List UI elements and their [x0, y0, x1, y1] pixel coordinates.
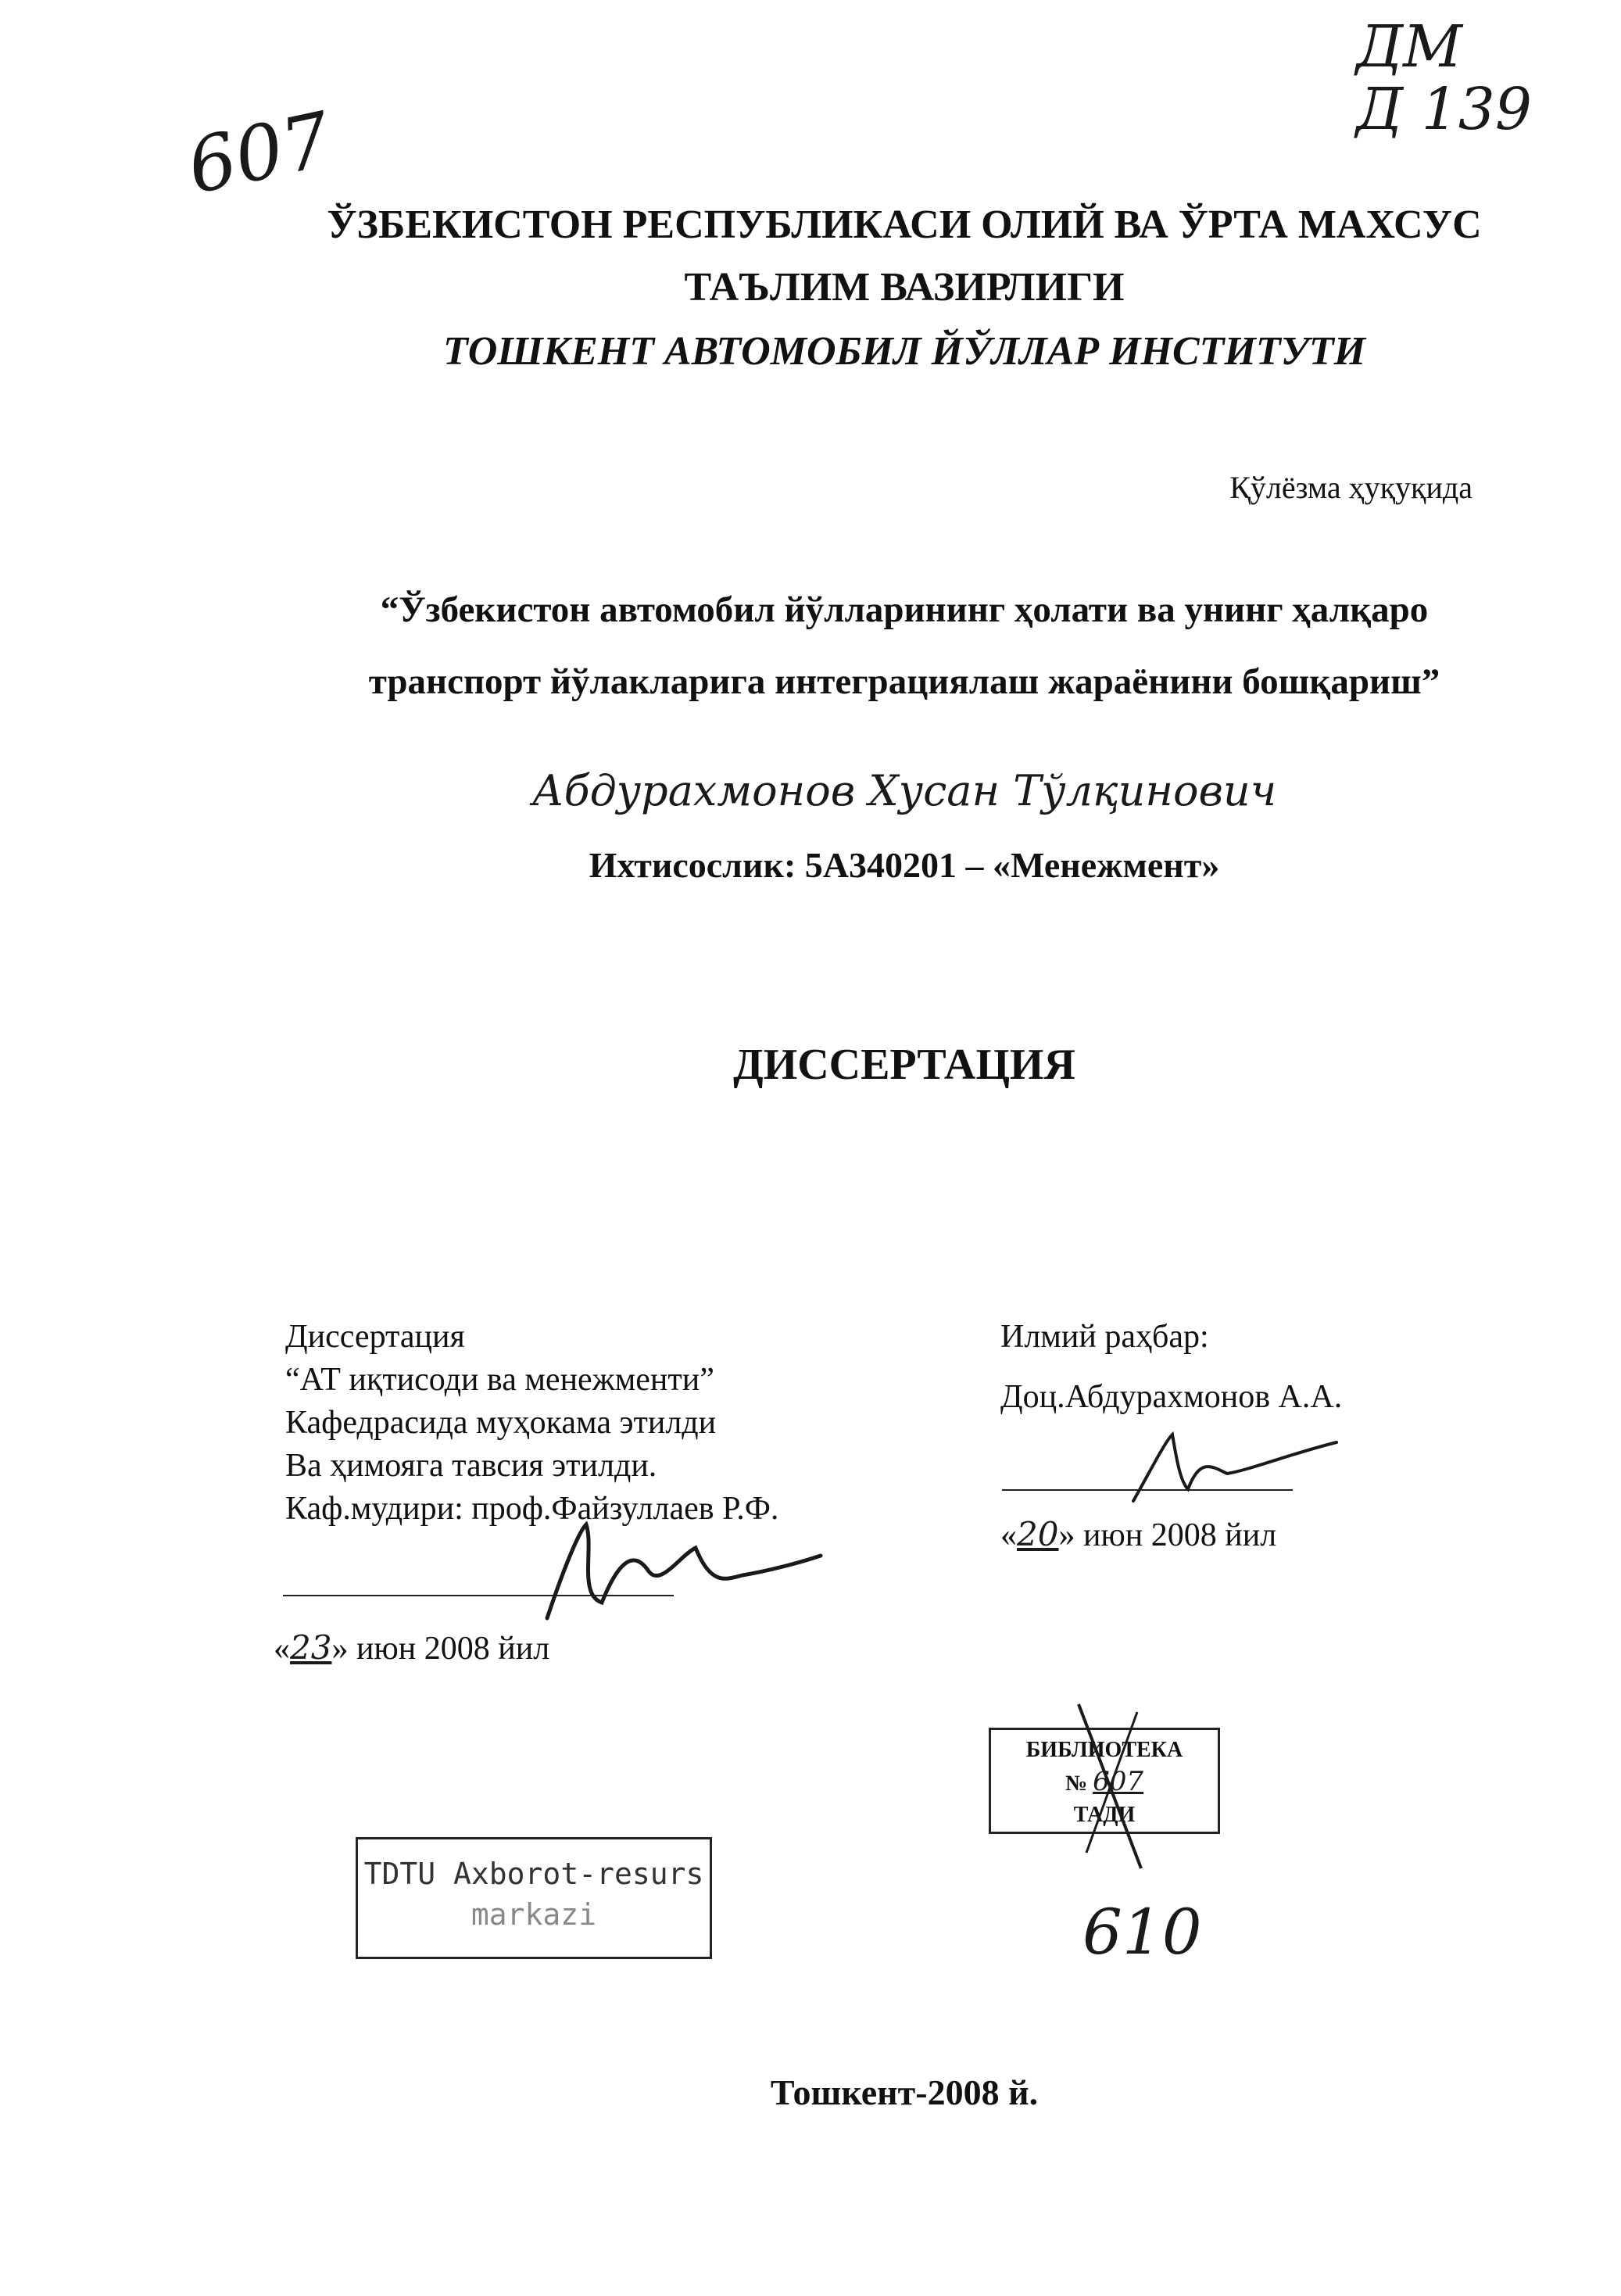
library-stamp-line1: БИБЛИОТЕКА	[1025, 1738, 1183, 1762]
left-block-line4: Ва ҳимояга тавсия этилди.	[285, 1448, 657, 1484]
handwritten-code-top-right	[1356, 13, 1532, 143]
left-date-rest: » июн 2008 йил	[331, 1631, 550, 1667]
rights-note: Қўлёзма ҳуқуқида	[1229, 470, 1472, 505]
left-block-line3: Кафедрасида муҳокама этилди	[285, 1405, 717, 1441]
library-stamp-number: 607	[1093, 1766, 1144, 1797]
institute-name: ТОШКЕНТ АВТОМОБИЛ ЙЎЛЛАР ИНСТИТУТИ	[442, 329, 1366, 374]
left-date	[274, 1626, 549, 1671]
handwritten-number-top-left: 607	[180, 95, 338, 211]
handwritten-code-line1: ДМ	[1356, 13, 1462, 81]
left-approval-block	[285, 1316, 926, 1531]
left-block-line5: Каф.мудири: проф.Файзуллаев Р.Ф.	[285, 1491, 779, 1527]
place-and-year: Тошкент-2008 й.	[770, 2072, 1039, 2112]
specialty: Ихтисослик: 5А340201 – «Менежмент»	[589, 845, 1220, 885]
left-block-line1: Диссертация	[285, 1319, 465, 1355]
handwritten-code-line2: Д 139	[1356, 76, 1532, 143]
topic-line1: “Ўзбекистон автомобил йўлларининг ҳолати ва унинг ҳалқаро	[380, 589, 1429, 630]
resource-stamp-line2: markazi	[471, 1897, 597, 1932]
right-date	[1000, 1513, 1276, 1557]
handwritten-number-bottom: 610	[1082, 1896, 1202, 1968]
right-date-rest: » июн 2008 йил	[1058, 1517, 1277, 1553]
right-block-line1: Илмий раҳбар:	[1000, 1319, 1209, 1355]
ministry-line2: ТАЪЛИМ ВАЗИРЛИГИ	[684, 265, 1125, 310]
library-stamp-line3: ТАДИ	[1073, 1803, 1136, 1827]
library-stamp-number-label: №	[1065, 1771, 1088, 1796]
left-signature-scribble	[531, 1501, 828, 1634]
resource-stamp-line1: TDTU Axborot-resurs	[363, 1857, 704, 1891]
right-date-day: 20	[1017, 1515, 1059, 1553]
right-signature-scribble	[1110, 1427, 1344, 1513]
resource-center-stamp	[356, 1837, 712, 1959]
handwritten-author-name: Абдурахмонов Хусан Тўлқинович	[531, 766, 1277, 815]
left-date-day: 23	[290, 1628, 332, 1667]
right-date-open: «	[1000, 1517, 1017, 1553]
right-block-line2: Доц.Абдурахмонов А.А.	[1000, 1379, 1343, 1415]
left-block-line2: “АТ иқтисоди ва менежменти”	[285, 1362, 714, 1398]
topic-line2: транспорт йўлакларига интеграциялаш жараёнини бошқариш”	[368, 661, 1440, 702]
right-supervisor-block	[1000, 1316, 1469, 1419]
library-stamp-cross-mark	[1063, 1696, 1157, 1876]
left-date-open: «	[274, 1631, 290, 1667]
ministry-line1: ЎЗБЕКИСТОН РЕСПУБЛИКАСИ ОЛИЙ ВА ЎРТА МАХСУС	[327, 202, 1482, 247]
document-type: ДИССЕРТАЦИЯ	[733, 1041, 1075, 1089]
